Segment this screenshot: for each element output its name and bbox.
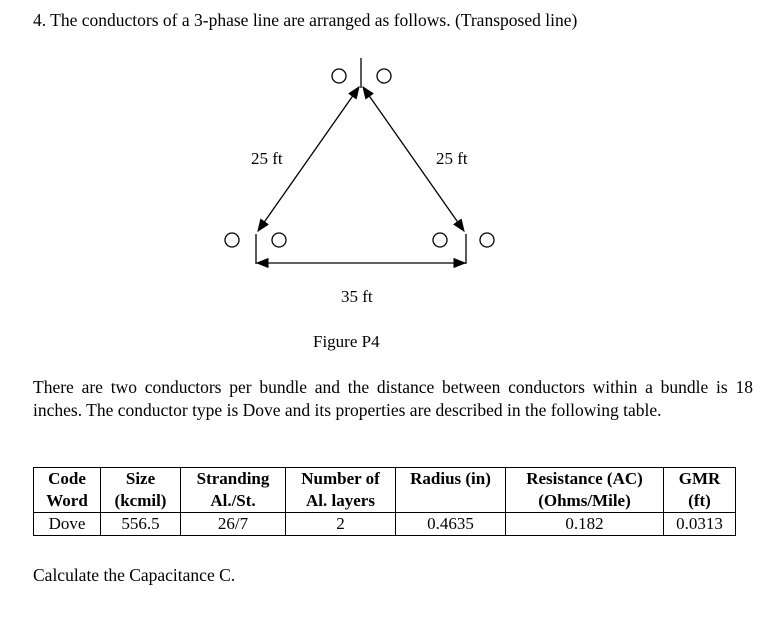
conductor-properties-table bbox=[33, 467, 736, 536]
conductor-b1 bbox=[225, 233, 239, 247]
header-line: GMR bbox=[678, 469, 721, 488]
prompt-text: Calculate the Capacitance C. bbox=[33, 565, 236, 585]
cell-radius: 0.4635 bbox=[396, 513, 506, 536]
cell-gmr: 0.0313 bbox=[664, 513, 736, 536]
conductor-a1 bbox=[332, 69, 346, 83]
conductor-b2 bbox=[272, 233, 286, 247]
table-header-row bbox=[34, 468, 736, 513]
header-line: Resistance (AC) bbox=[526, 469, 643, 488]
figure-caption: Figure P4 bbox=[313, 332, 380, 351]
header-line: (Ohms/Mile) bbox=[538, 491, 631, 510]
description-paragraph: There are two conductors per bundle and the distance between conductors within a bundle is 18 inches. The conductor type is Dove and its properties are described in the following table. bbox=[33, 377, 753, 420]
header-line: (kcmil) bbox=[114, 491, 167, 510]
cell-code-word: Dove bbox=[34, 513, 101, 536]
left-distance-label: 25 ft bbox=[251, 149, 283, 168]
question-text: 4. The conductors of a 3-phase line are arranged as follows. (Transposed line) bbox=[33, 10, 578, 30]
base-distance-label: 35 ft bbox=[341, 287, 373, 306]
conductor-a2 bbox=[377, 69, 391, 83]
header-line: Radius (in) bbox=[410, 469, 491, 488]
cell-stranding: 26/7 bbox=[181, 513, 286, 536]
conductor-c1 bbox=[433, 233, 447, 247]
header-line: Stranding bbox=[196, 469, 270, 488]
header-line: Al./St. bbox=[210, 491, 256, 510]
header-line: Al. layers bbox=[306, 491, 375, 510]
conductor-c2 bbox=[480, 233, 494, 247]
header-line: (ft) bbox=[688, 491, 711, 510]
cell-resistance: 0.182 bbox=[506, 513, 664, 536]
cell-layers: 2 bbox=[286, 513, 396, 536]
header-line: Number of bbox=[301, 469, 380, 488]
cell-size: 556.5 bbox=[101, 513, 181, 536]
table-row bbox=[34, 513, 736, 536]
header-line: Code bbox=[48, 469, 86, 488]
right-distance-label: 25 ft bbox=[436, 149, 468, 168]
header-line: Size bbox=[125, 469, 156, 488]
header-line: Word bbox=[46, 491, 88, 510]
